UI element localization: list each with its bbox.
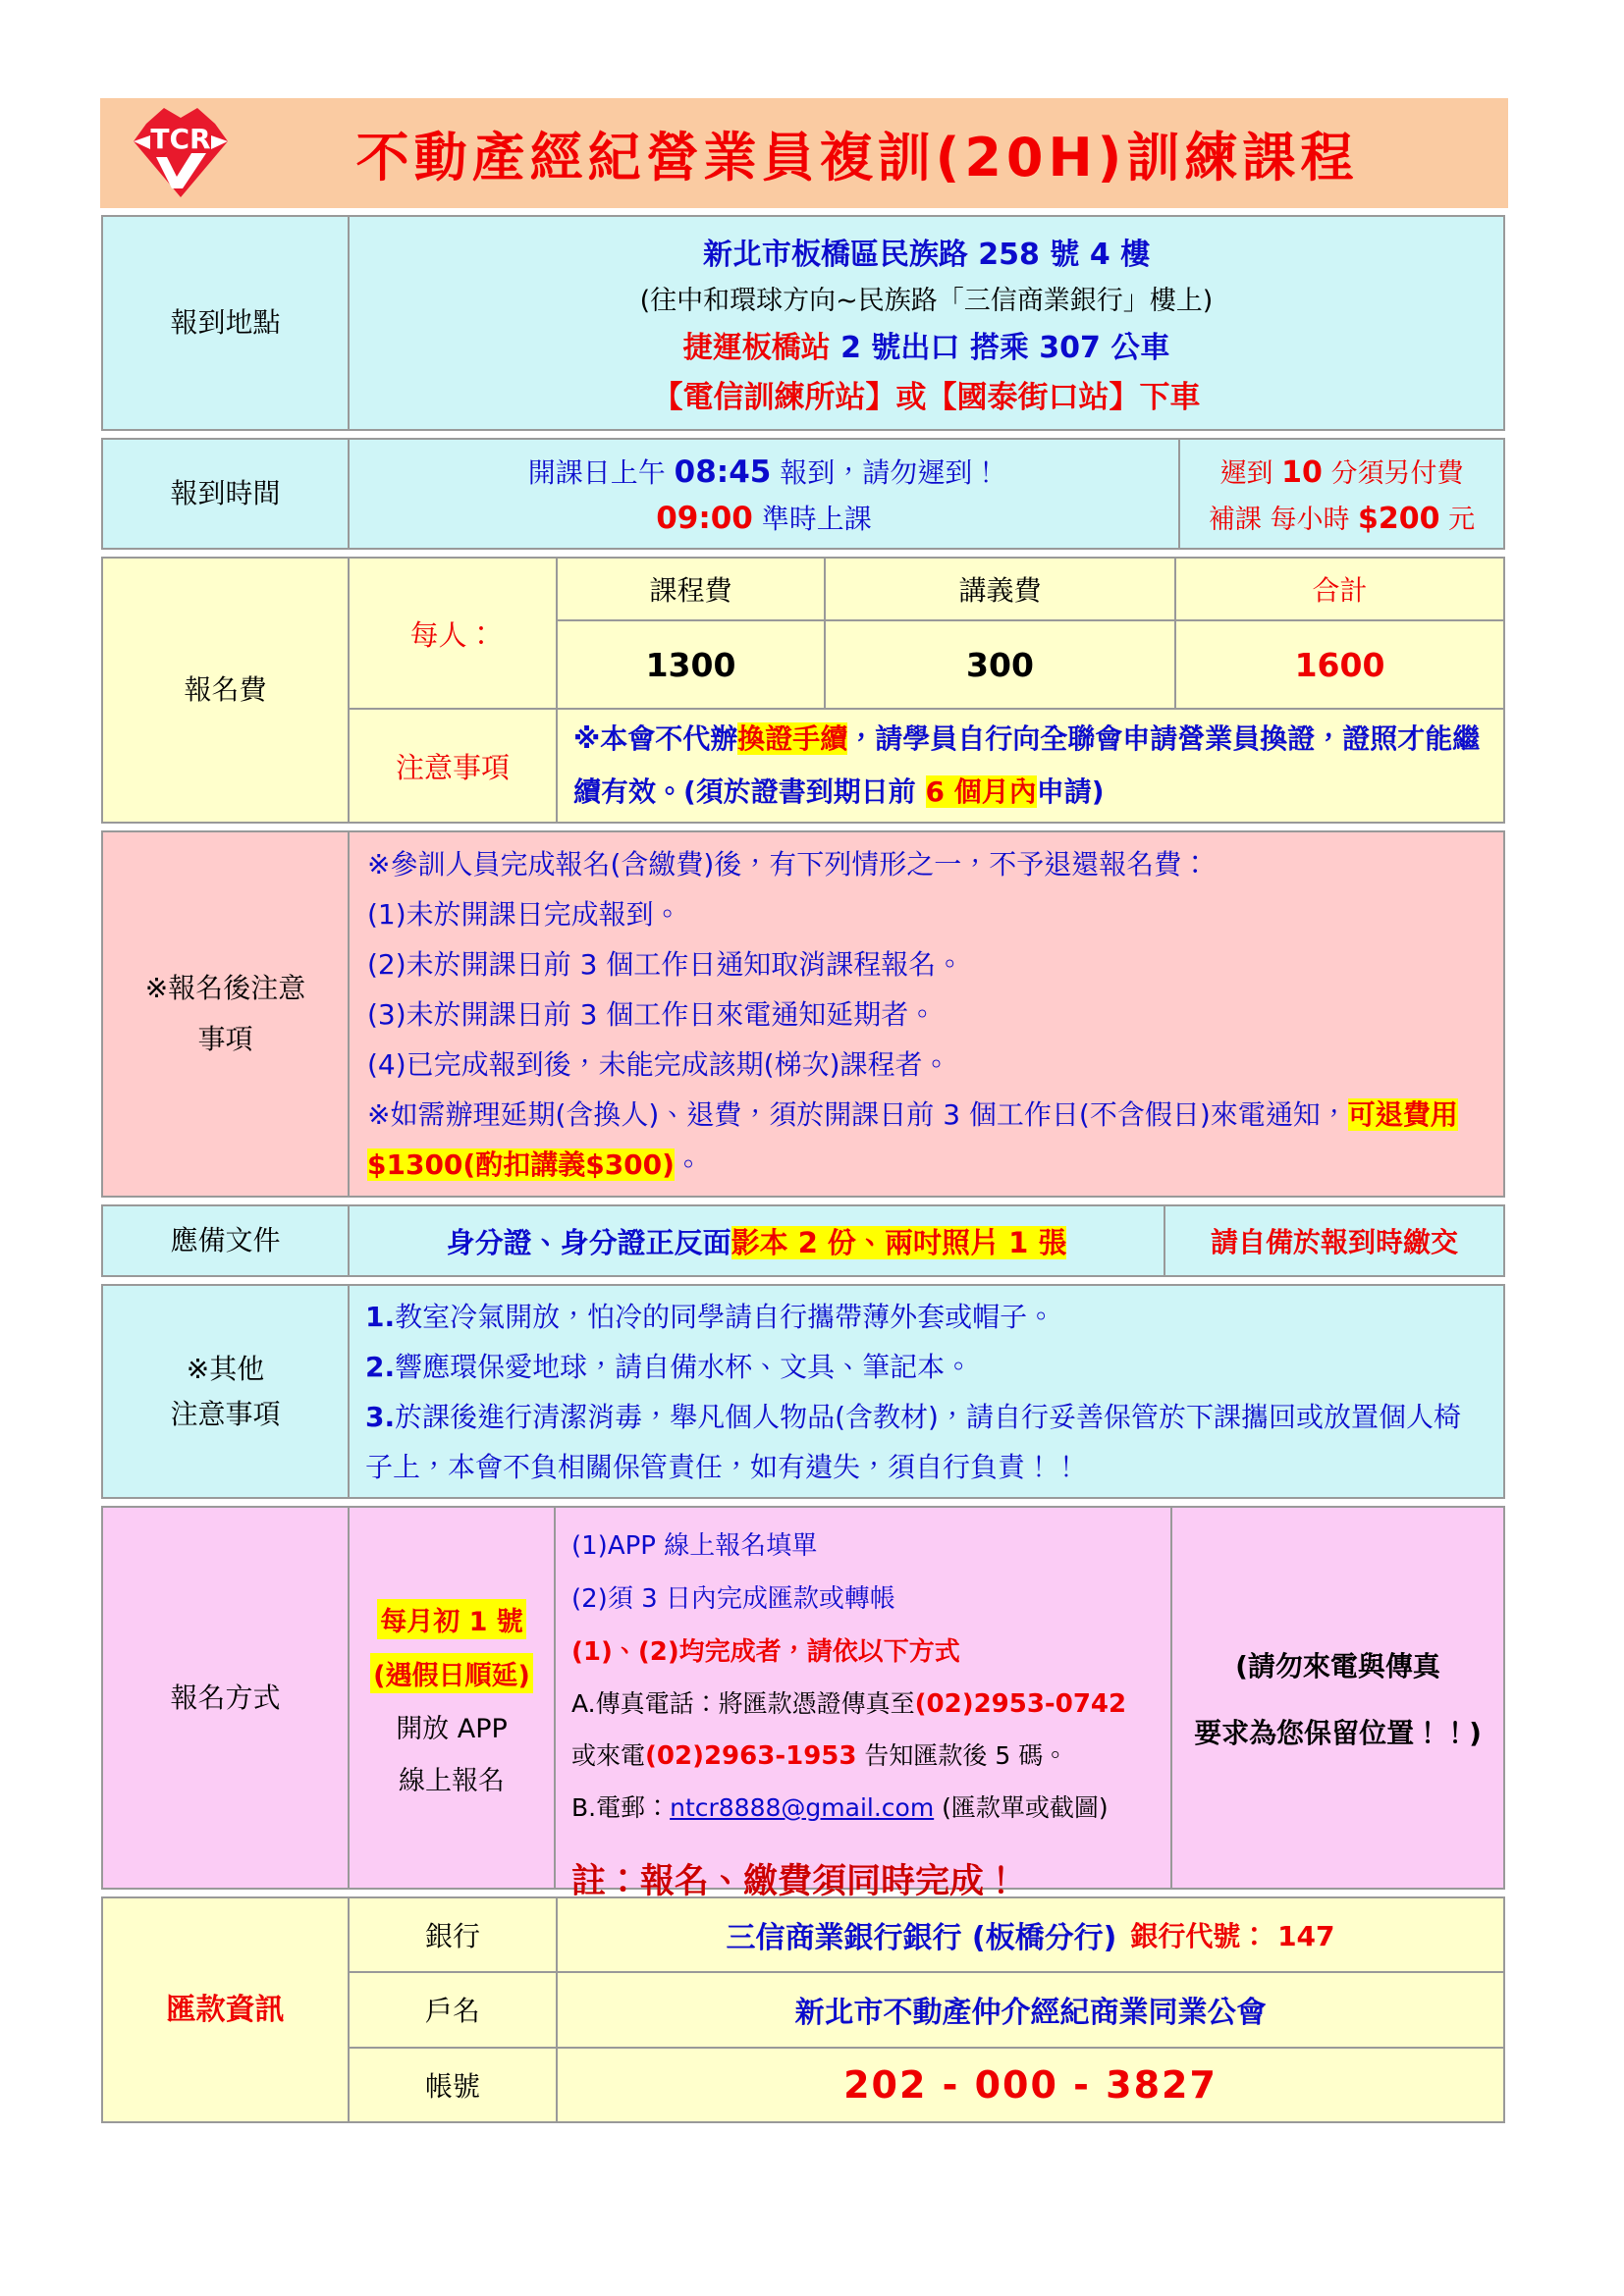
- registration-tel-line: 或來電(02)2963-1953 告知匯款後 5 碼。: [571, 1741, 1068, 1771]
- section-checkin-time: [101, 438, 1505, 550]
- page-header: [100, 98, 1508, 208]
- registration-warning: [1170, 1508, 1503, 1888]
- post-reg-item3: (3)未於開課日前 3 個工作日來電通知延期者。: [367, 997, 937, 1031]
- registration-step2: (2)須 3 日內完成匯款或轉帳: [571, 1584, 895, 1614]
- account-no-value: [556, 2049, 1503, 2121]
- class-start-time: 09:00: [656, 500, 753, 536]
- fee-col-handout: 講義費: [824, 559, 1174, 619]
- fee-notice-row: [350, 708, 1503, 822]
- section-remittance: [101, 1896, 1505, 2123]
- account-no-label: 帳號: [424, 2069, 480, 2103]
- section-checkin-location: [101, 215, 1505, 431]
- post-reg-item4: (4)已完成報到後，未能完成該期(梯次)課程者。: [367, 1047, 950, 1081]
- remittance-account-name-row: [350, 1971, 1503, 2046]
- fee-label: 報名費: [184, 673, 267, 706]
- remittance-label: 匯款資訊: [166, 1992, 285, 2027]
- bank-code: 銀行代號： 147: [1130, 1920, 1335, 1953]
- fee-notice-content: ※本會不代辦換證手續，請學員自行向全聯會申請營業員換證，證照才能繼續有效。(須於證書到期日前 6 個月內申請): [556, 710, 1503, 822]
- section-fee: [101, 557, 1505, 824]
- remittance-table: [348, 1898, 1503, 2121]
- section-other-notes: [101, 1284, 1505, 1499]
- post-reg-intro: ※參訓人員完成報名(含繳費)後，有下列情形之一，不予退還報名費：: [367, 847, 1210, 881]
- checkin-time-content: [348, 440, 1178, 548]
- registration-step1: (1)APP 線上報名填單: [571, 1531, 818, 1561]
- account-name-value: [556, 1973, 1503, 2046]
- mrt-station: 捷運板橋站: [682, 331, 831, 365]
- logo-text: TCR: [150, 123, 211, 155]
- other-note-2: 2.響應環保愛地球，請自備水杯、文具、筆記本。: [365, 1350, 973, 1383]
- fee-col-total: 合計: [1174, 559, 1503, 619]
- license-renewal-highlight: 換證手續: [737, 722, 848, 755]
- checkin-time-value: 08:45: [674, 454, 772, 490]
- remittance-bank-row: [350, 1898, 1503, 1971]
- exit-bus-info: 2 號出口 搭乘 307 公車: [830, 331, 1170, 365]
- fee-total-value: 1600: [1174, 621, 1503, 708]
- late-penalty-line1: 遲到 10 分須另付費: [1219, 455, 1464, 490]
- account-number: 202 - 000 - 3827: [843, 2062, 1218, 2107]
- late-penalty-line2: 補課 每小時 $200 元: [1208, 502, 1476, 536]
- section-documents: [101, 1204, 1505, 1277]
- registration-step3: (1)、(2)均完成者，請依以下方式: [571, 1637, 960, 1667]
- documents-content: [348, 1206, 1164, 1275]
- fee-table: [348, 559, 1503, 822]
- post-reg-content: [348, 832, 1503, 1196]
- documents-label: 應備文件: [170, 1224, 281, 1256]
- post-reg-item1: (1)未於開課日完成報到。: [367, 897, 681, 931]
- other-note-3: 3.於課後進行清潔消毒，舉凡個人物品(含教材)，請自行妥善保管於下課攜回或放置個人椅子上，本會不負相關保管責任，如有遺失，須自行負責！！: [365, 1400, 1461, 1483]
- post-reg-label: ※報名後注意 事項: [144, 972, 306, 1055]
- registration-label: 報名方式: [170, 1681, 281, 1714]
- registration-online: 線上報名: [399, 1765, 505, 1796]
- checkin-location-content: [348, 217, 1503, 429]
- documents-note: 請自備於報到時繳交: [1164, 1206, 1503, 1275]
- tcr-logo-icon: [126, 102, 236, 204]
- post-reg-item2: (2)未於開課日前 3 個工作日通知取消課程報名。: [367, 947, 964, 981]
- page-title: 不動產經紀營業員複訓(20H)訓練課程: [355, 126, 1359, 188]
- registration-warning-line2: 要求為您保留位置！！): [1194, 1716, 1482, 1749]
- fee-col-course: 課程費: [649, 574, 732, 607]
- late-penalty: [1178, 440, 1503, 548]
- fee-handout-value: 300: [824, 621, 1174, 708]
- remittance-account-no-row: [350, 2047, 1503, 2121]
- fee-course-value: 1300: [645, 645, 736, 684]
- bus-stops: 【電信訓練所站】或【國泰街口站】下車: [652, 380, 1201, 415]
- registration-email-line: B.電郵：ntcr8888@gmail.com (匯款單或截圖): [571, 1793, 1109, 1822]
- registration-fax-line: A.傳真電話：將匯款憑證傳真至(02)2953-0742: [571, 1689, 1127, 1719]
- other-notes-content: [348, 1286, 1503, 1497]
- refund-amount-highlight: 可退費用$1300(酌扣講義$300): [367, 1097, 1458, 1181]
- account-name-label: 戶名: [424, 1995, 480, 2028]
- bank-name: 三信商業銀行銀行 (板橋分行): [726, 1921, 1117, 1956]
- documents-copies-highlight: 影本 2 份、兩吋照片 1 張: [731, 1225, 1067, 1259]
- checkin-time-line1: 開課日上午 08:45 報到，請勿遲到！: [527, 454, 1001, 490]
- registration-date-highlight: 每月初 1 號: [377, 1599, 526, 1639]
- documents-id-text: 身分證、身分證正反面: [446, 1225, 731, 1259]
- section-post-registration-notes: [101, 830, 1505, 1198]
- tel-number: (02)2963-1953: [645, 1741, 857, 1771]
- other-note-1: 1.教室冷氣開放，怕冷的同學請自行攜帶薄外套或帽子。: [365, 1300, 1056, 1333]
- fee-header-row: [558, 559, 1503, 619]
- registration-holiday-highlight: (遇假日順延): [370, 1653, 533, 1693]
- checkin-location-label: 報到地點: [170, 306, 281, 339]
- registration-schedule: [348, 1508, 554, 1888]
- registration-steps: [554, 1508, 1170, 1901]
- account-name: 新北市不動產仲介經紀商業同業公會: [794, 1996, 1267, 2031]
- other-notes-label: ※其他 注意事項: [170, 1352, 281, 1430]
- location-address: 新北市板橋區民族路 258 號 4 樓: [702, 238, 1151, 272]
- registration-app-open: 開放 APP: [396, 1713, 508, 1744]
- fee-notice-label: 注意事項: [395, 750, 510, 784]
- registration-warning-line1: (請勿來電與傳真: [1235, 1649, 1440, 1682]
- post-reg-refund: ※如需辦理延期(含換人)、退費，須於開課日前 3 個工作日(不含假日)來電通知，可退費用$1300(酌扣講義$300)。: [367, 1097, 1458, 1181]
- location-transit: [683, 323, 1170, 366]
- bank-label: 銀行: [424, 1920, 480, 1953]
- six-months-highlight: 6 個月內: [925, 775, 1037, 808]
- email-link[interactable]: ntcr8888@gmail.com: [670, 1793, 935, 1822]
- checkin-time-label: 報到時間: [170, 477, 281, 509]
- fee-per-person: 每人：: [409, 617, 496, 652]
- bank-value: [556, 1898, 1503, 1971]
- checkin-time-line2: 09:00 準時上課: [656, 500, 872, 536]
- section-registration: [101, 1506, 1505, 1901]
- fax-number: (02)2953-0742: [914, 1689, 1127, 1719]
- location-direction: (往中和環球方向~民族路「三信商業銀行」樓上): [639, 286, 1214, 316]
- registration-note: 註：報名、繳費須同時完成！: [571, 1862, 1019, 1901]
- fee-value-row: [558, 619, 1503, 708]
